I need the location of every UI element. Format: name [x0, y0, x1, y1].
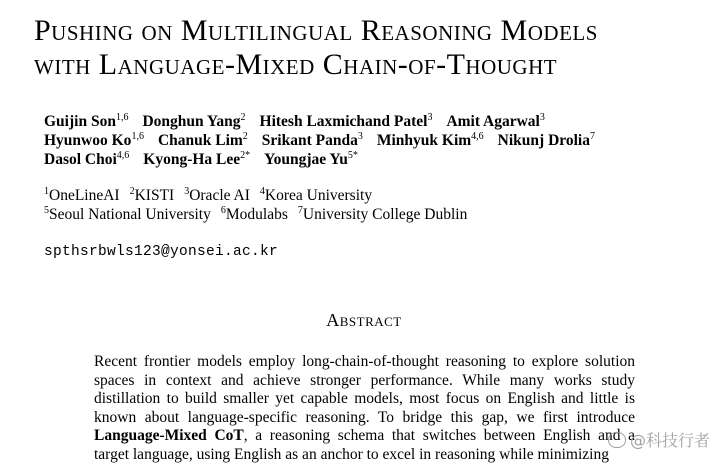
title-line-1: Pushing on Multilingual Reasoning Models [34, 14, 598, 47]
weibo-icon [608, 432, 626, 448]
author-line [44, 150, 714, 169]
author-name: Dasol Choi [44, 151, 117, 168]
abstract-text-after: , a reasoning schema that switches between English and a target language, using English as an anchor to excel in reasoning while minimizing [94, 427, 636, 463]
author-affiliation-mark: 2 [240, 112, 246, 123]
author-name: Chanuk Lim [157, 132, 243, 149]
author [44, 151, 129, 168]
affiliation-number: 5 [44, 205, 49, 216]
author [158, 132, 248, 149]
affiliation-list [44, 186, 714, 224]
affiliation-line [44, 186, 714, 205]
author-name: Youngjae Yu [264, 151, 348, 168]
affiliation-number: 2 [129, 186, 135, 197]
affiliation [130, 187, 175, 204]
author [44, 113, 128, 130]
author-affiliation-mark: 4,6 [471, 131, 484, 142]
abstract-text-before: Recent frontier models employ long-chain-of-thought reasoning to explore solution spaces in context and achieve stronger performance. While many works study distillation to build smaller yet capable models, most focus on English and little is known about language-specific reasoning. To bridge this gap, we first introduce [94, 353, 635, 426]
author-affiliation-mark: 5* [347, 150, 358, 161]
author-name: Guijin Son [44, 113, 116, 130]
author-name: Amit Agarwal [446, 113, 540, 130]
affiliation-name: Seoul National University [49, 206, 211, 223]
author-affiliation-mark: 1,6 [115, 112, 129, 123]
title-line-2: with Language-Mixed Chain-of-Thought [34, 48, 558, 81]
author-affiliation-mark: 1,6 [131, 131, 144, 142]
author [377, 132, 484, 149]
author-affiliation-mark: 3 [539, 112, 545, 123]
affiliation-line [44, 205, 714, 224]
abstract-body [94, 353, 635, 464]
affiliation-number: 6 [220, 205, 226, 216]
author [262, 132, 363, 149]
author-line [44, 131, 714, 150]
affiliation-name: KISTI [134, 187, 175, 204]
author [143, 151, 250, 168]
affiliation [184, 187, 250, 204]
affiliation-number: 1 [44, 186, 49, 197]
affiliation-number: 4 [259, 186, 265, 197]
affiliation-number: 7 [297, 205, 303, 216]
contact-email[interactable]: spthsrbwls123@yonsei.ac.kr [44, 244, 279, 260]
abstract-bold-term: Language-Mixed CoT [94, 427, 244, 444]
author [260, 113, 433, 130]
watermark [608, 428, 710, 451]
author-affiliation-mark: 2* [240, 150, 251, 161]
affiliation-number: 3 [184, 186, 190, 197]
author-name: Donghun Yang [142, 113, 241, 130]
affiliation-name: Korea University [264, 187, 373, 204]
affiliation [44, 187, 120, 204]
affiliation [298, 206, 467, 223]
affiliation-name: Oracle AI [189, 187, 250, 204]
author-name: Nikunj Drolia [497, 132, 590, 149]
author-affiliation-mark: 7 [589, 131, 595, 142]
author-name: Hyunwoo Ko [44, 132, 132, 149]
affiliation-name: University College Dublin [302, 206, 468, 223]
abstract-heading: Abstract [326, 310, 402, 330]
author [142, 113, 245, 130]
author-list [44, 112, 714, 169]
author [264, 151, 358, 168]
author-name: Srikant Panda [261, 132, 358, 149]
author-affiliation-mark: 3 [427, 112, 433, 123]
author-name: Minhyuk Kim [376, 132, 472, 149]
author-name: Kyong-Ha Lee [143, 151, 241, 168]
watermark-text: @科技行者 [629, 431, 710, 450]
affiliation [221, 206, 288, 223]
author-affiliation-mark: 3 [357, 131, 363, 142]
author [498, 132, 595, 149]
author [44, 132, 144, 149]
author-name: Hitesh Laxmichand Patel [259, 113, 428, 130]
author-line [44, 112, 714, 131]
affiliation [260, 187, 372, 204]
author-affiliation-mark: 2 [242, 131, 248, 142]
affiliation [44, 206, 211, 223]
affiliation-name: Modulabs [225, 206, 288, 223]
author-affiliation-mark: 4,6 [116, 150, 130, 161]
paper-title [34, 14, 714, 82]
affiliation-name: OneLineAI [49, 187, 120, 204]
author [446, 113, 544, 130]
